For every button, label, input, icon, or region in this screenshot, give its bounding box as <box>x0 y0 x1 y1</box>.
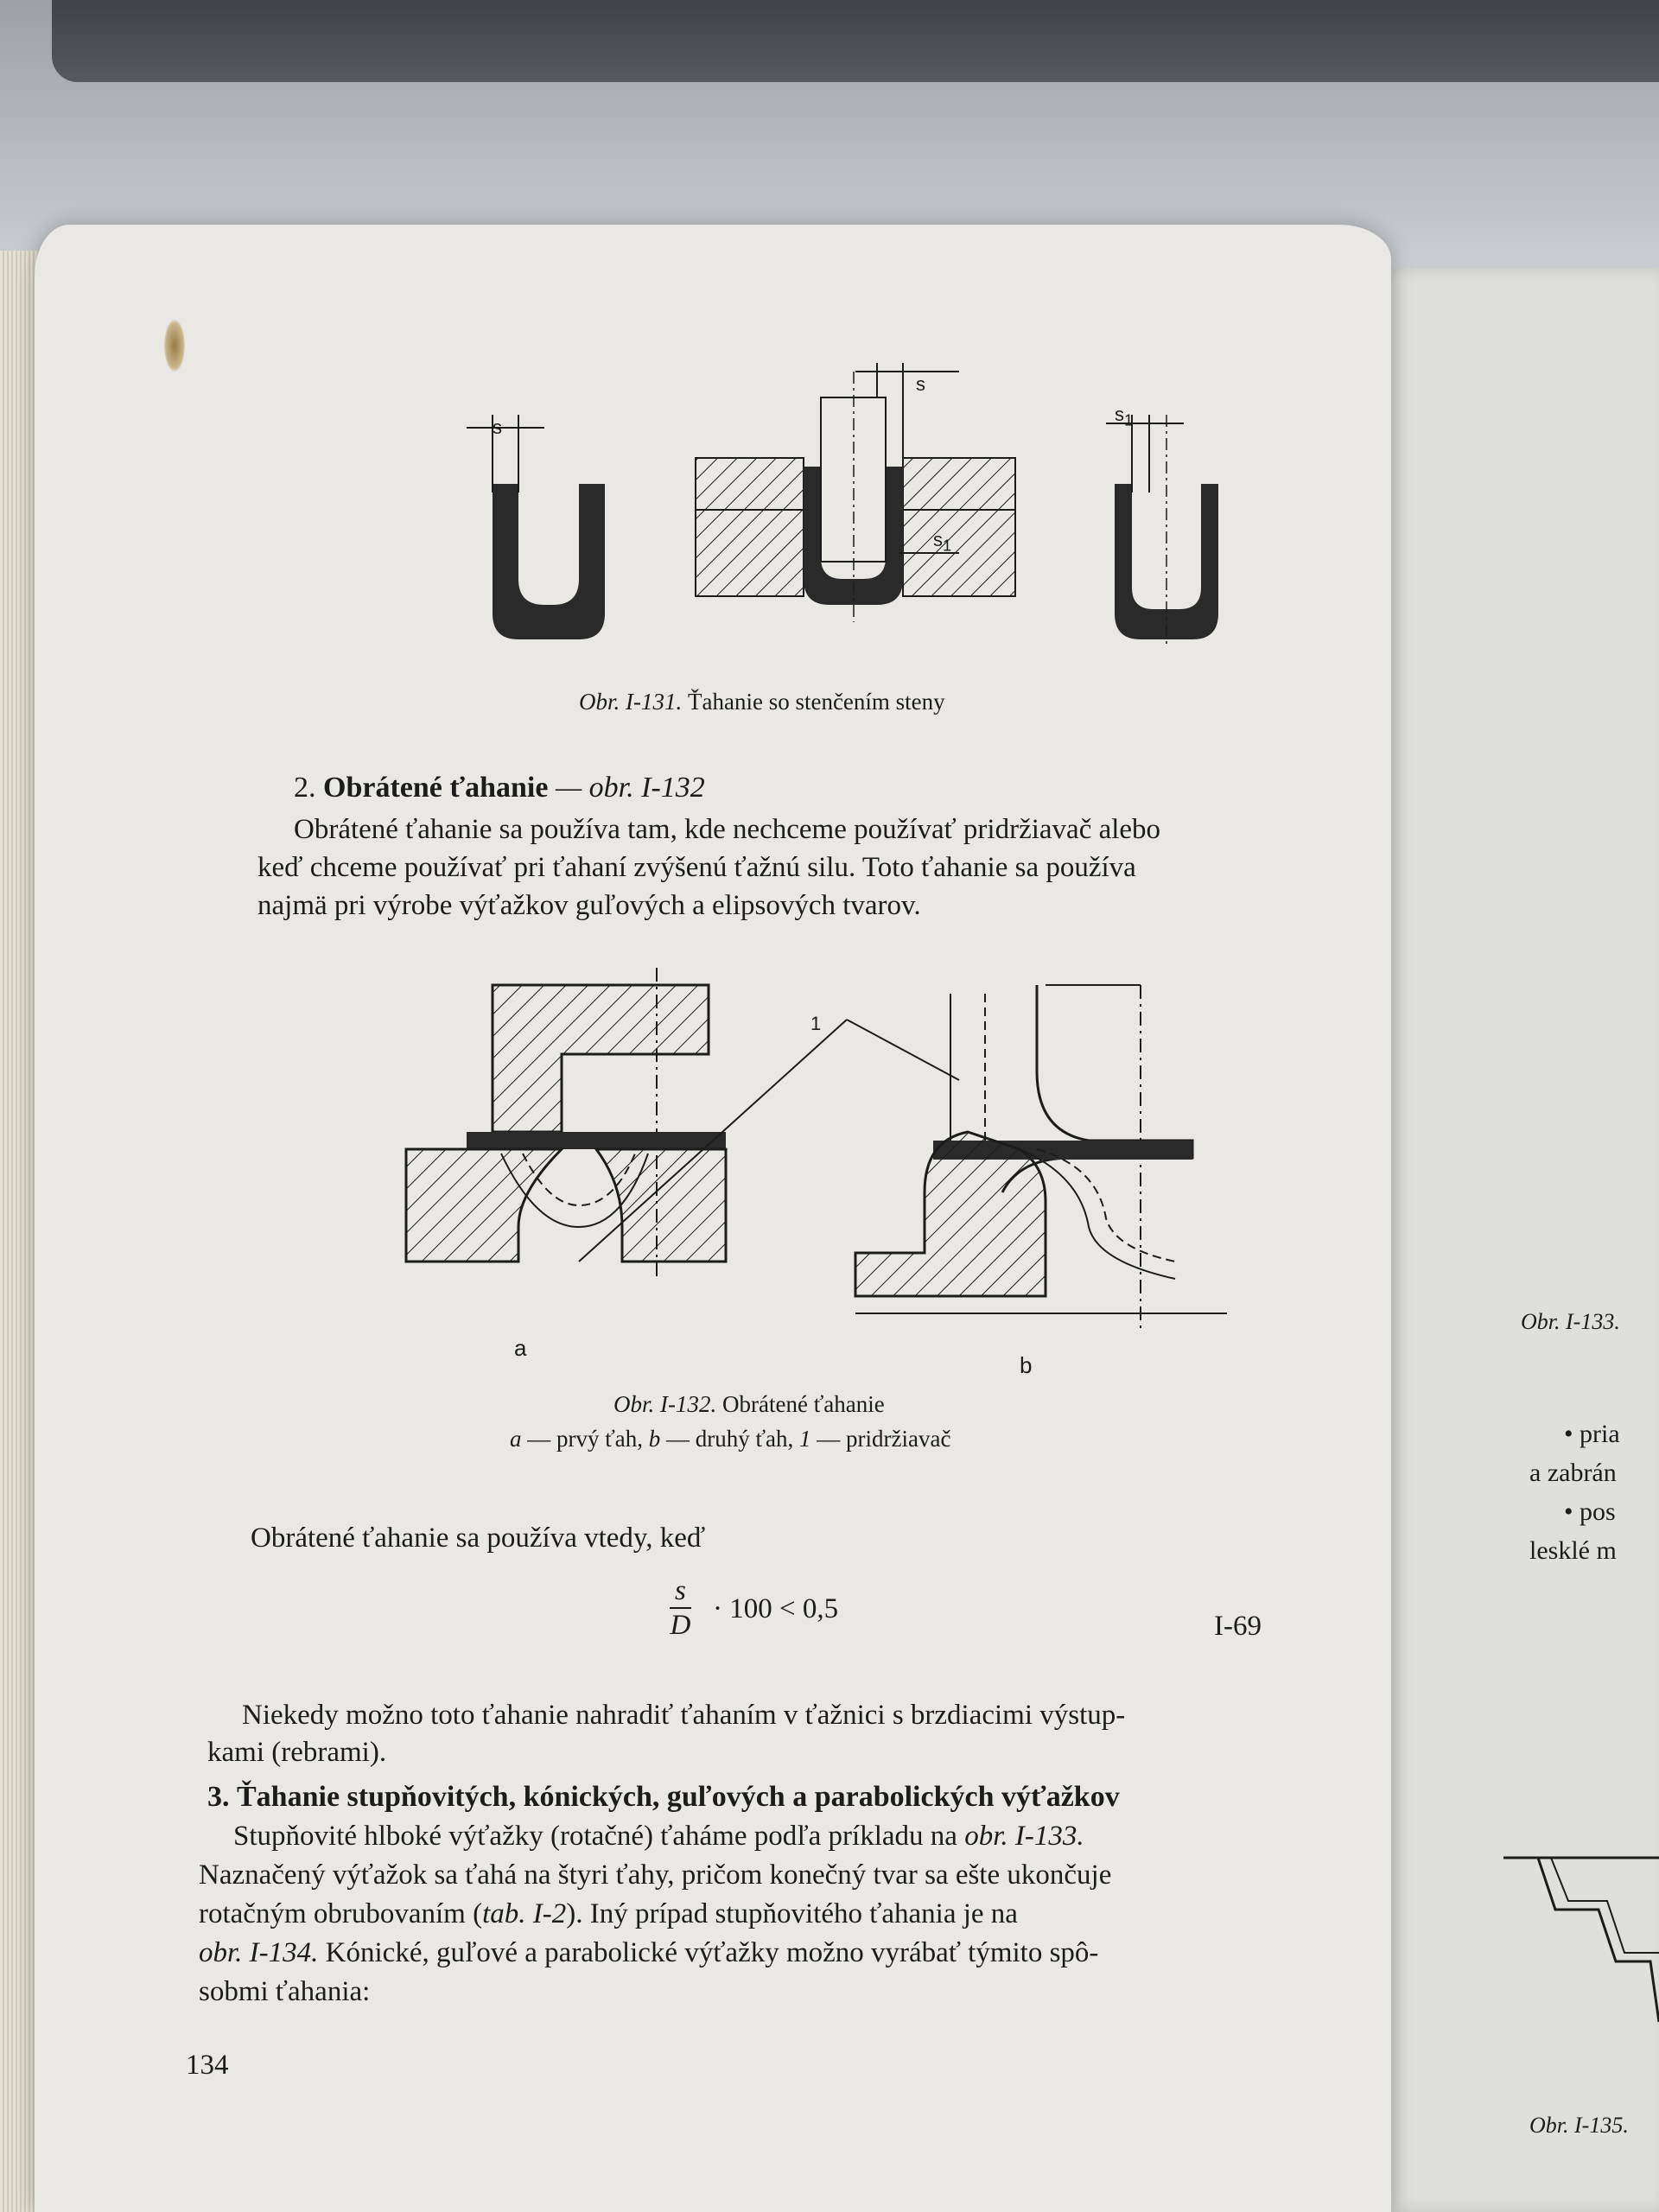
page-number: 134 <box>186 2050 229 2081</box>
next-page-fragment <box>1382 268 1659 2212</box>
caption-133-fragment: Obr. I-133. <box>1521 1309 1620 1334</box>
fig131-label-s1-middle: $s_1$ <box>933 529 952 555</box>
figure-135-fragment <box>1503 1823 1659 2152</box>
section-2-heading: 2. Obrátené ťahanie — obr. I-132 <box>294 772 705 804</box>
fig131-label-s1-right: $s_1$ <box>1115 404 1134 429</box>
section-2-paragraph-line-1: Obrátené ťahanie sa používa tam, kde nechceme používať pridržiavač alebo <box>294 814 1161 845</box>
laptop-bezel <box>52 0 1659 82</box>
bullet-fragment-1: • pria <box>1564 1420 1620 1448</box>
figure-132-caption: Obr. I-132. Obrátené ťahanie <box>613 1391 885 1417</box>
section-3-line-3: rotačným obrubovaním (tab. I-2). Iný prípad stupňovitého ťahania je na <box>199 1898 1018 1929</box>
fig131-label-s-middle: s <box>916 373 925 395</box>
figure-131-caption: Obr. I-131. Ťahanie so stenčením steny <box>579 689 945 715</box>
line-fragment-b: lesklé m <box>1529 1536 1617 1565</box>
formula-number: I-69 <box>1214 1611 1262 1642</box>
section-3-heading: 3. Ťahanie stupňovitých, kónických, guľových a parabolických výťažkov <box>207 1781 1120 1813</box>
book-page <box>35 225 1391 2212</box>
section-2-paragraph-line-2: keď chceme používať pri ťahaní zvýšenú ťažnú silu. Toto ťahanie sa používa <box>257 852 1136 883</box>
formula-numerator: s <box>670 1574 691 1609</box>
section-3-line-1: Stupňovité hlboké výťažky (rotačné) ťaháme podľa príkladu na obr. I-133. <box>233 1821 1084 1852</box>
fig132-label-b: b <box>1020 1352 1033 1378</box>
formula-rest: · 100 < 0,5 <box>713 1593 839 1624</box>
fig132-label-a: a <box>514 1335 527 1361</box>
figure-132-legend: a — prvý ťah, b — druhý ťah, 1 — pridržiavač <box>510 1426 951 1452</box>
fig132-label-1: 1 <box>810 1013 822 1034</box>
section-3-line-4: obr. I-134. Kónické, guľové a parabolické výťažky možno vyrábať týmito spô- <box>199 1937 1099 1968</box>
condition-line: Obrátené ťahanie sa používa vtedy, keď <box>251 1522 706 1554</box>
paragraph-after-line-2: kami (rebrami). <box>207 1737 387 1768</box>
paragraph-after-line-1: Niekedy možno toto ťahanie nahradiť ťahaním v ťažnici s brzdiacimi výstup- <box>242 1700 1126 1731</box>
section-3-line-5: sobmi ťahania: <box>199 1976 371 2007</box>
bullet-fragment-2: • pos <box>1564 1497 1616 1526</box>
formula-fraction <box>670 1574 691 1642</box>
line-fragment-a: a zabrán <box>1529 1459 1617 1487</box>
section-3-line-2: Naznačený výťažok sa ťahá na štyri ťahy, pričom konečný tvar sa ešte ukončuje <box>199 1859 1112 1891</box>
section-2-paragraph-line-3: najmä pri výrobe výťažkov guľových a elipsových tvarov. <box>257 890 921 921</box>
fig131-label-s-left: s <box>493 416 502 438</box>
formula-denominator: D <box>670 1610 691 1641</box>
caption-135-fragment: Obr. I-135. <box>1529 2113 1629 2138</box>
page-stain <box>164 320 185 372</box>
